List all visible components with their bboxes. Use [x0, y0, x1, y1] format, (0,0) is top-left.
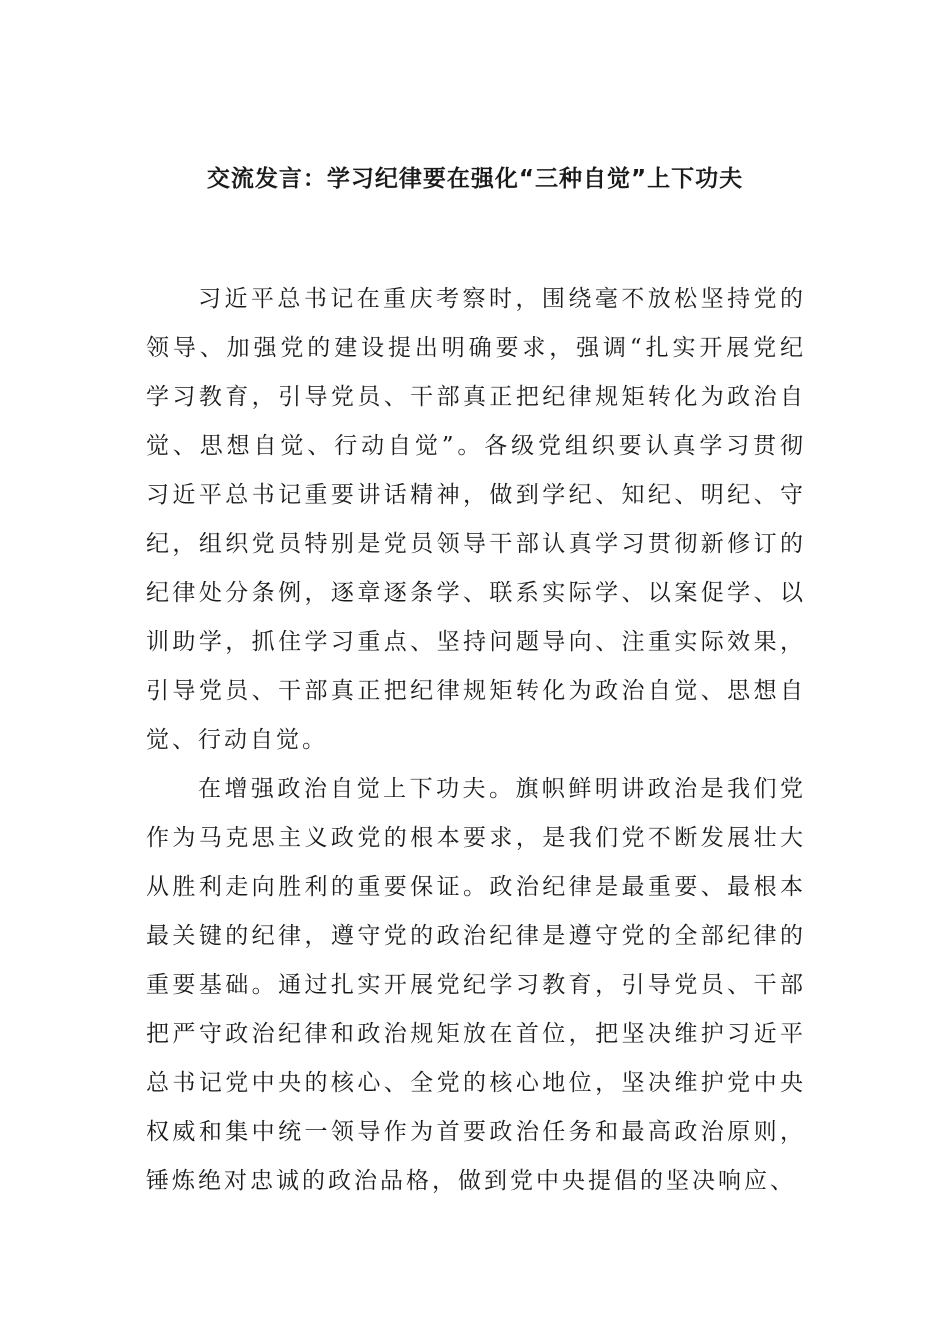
paragraph-political-awareness: 在增强政治自觉上下功夫。旗帜鲜明讲政治是我们党作为马克思主义政党的根本要求，是我们党不断发展壮大从胜利走向胜利的重要保证。政治纪律是最重要、最根本最关键的纪律，遵守党的政治纪律是遵守党的全部纪律的重要基础。通过扎实开展党纪学习教育，引导党员、干部把严守政治纪律和政治规矩放在首位，把坚决维护习近平总书记党中央的核心、全党的核心地位，坚决维护党中央权威和集中统一领导作为首要政治任务和最高政治原则，锤炼绝对忠诚的政治品格，做到党中央提倡的坚决响应、 — [146, 776, 806, 1194]
document-body — [146, 275, 806, 1206]
document-title: 交流发言：学习纪律要在强化“三种自觉”上下功夫 — [206, 166, 744, 192]
paragraph-intro: 习近平总书记在重庆考察时，围绕毫不放松坚持党的领导、加强党的建设提出明确要求，强调“扎实开展党纪学习教育，引导党员、干部真正把纪律规矩转化为政治自觉、思想自觉、行动自觉”。各级党组织要认真学习贯彻习近平总书记重要讲话精神，做到学纪、知纪、明纪、守纪，组织党员特别是党员领导干部认真学习贯彻新修订的纪律处分条例，逐章逐条学、联系实际学、以案促学、以训助学，抓住学习重点、坚持问题导向、注重实际效果，引导党员、干部真正把纪律规矩转化为政治自觉、思想自觉、行动自觉。 — [146, 286, 806, 753]
